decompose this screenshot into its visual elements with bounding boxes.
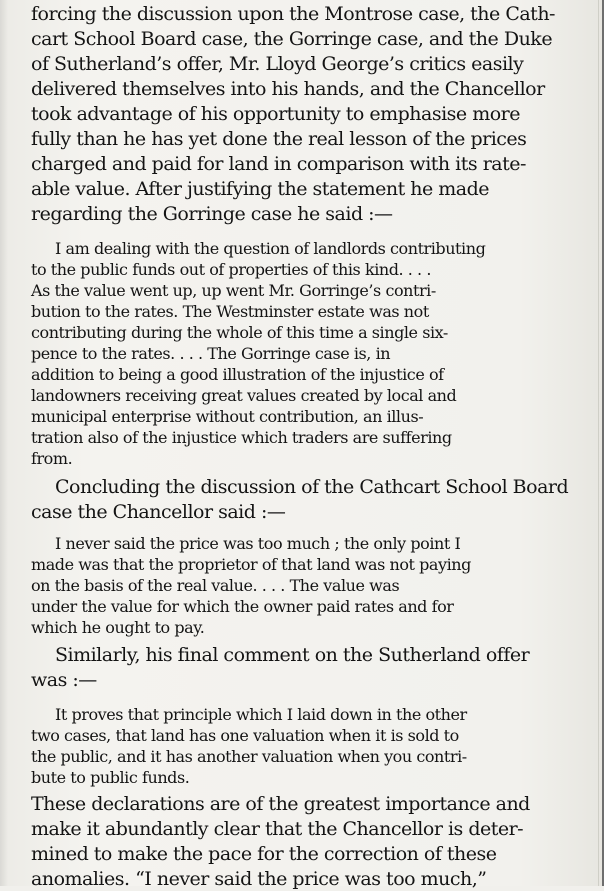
quote-line: pence to the rates. . . . The Gorringe case is, in bbox=[31, 344, 391, 363]
column-rule-shadow bbox=[598, 0, 599, 886]
quote-line: landowners receiving great values created by local and bbox=[31, 386, 457, 405]
text-line: was :— bbox=[31, 669, 97, 691]
text-line: cart School Board case, the Gorringe case, and the Duke bbox=[31, 28, 553, 50]
text-line: delivered themselves into his hands, and the Chancellor bbox=[31, 78, 545, 100]
text-column bbox=[31, 0, 589, 890]
text-line: mined to make the pace for the correction of these bbox=[31, 843, 497, 865]
quote-line: I am dealing with the question of landlords contributing bbox=[55, 239, 486, 258]
quote-line: which he ought to pay. bbox=[31, 618, 205, 637]
quote-line: on the basis of the real value. . . . The value was bbox=[31, 576, 400, 595]
text-line: These declarations are of the greatest importance and bbox=[31, 793, 530, 815]
text-line: Similarly, his final comment on the Sutherland offer bbox=[55, 644, 530, 666]
quote-line: from. bbox=[31, 449, 73, 468]
text-line: of Sutherland’s offer, Mr. Lloyd George’s critics easily bbox=[31, 53, 524, 75]
text-line: forcing the discussion upon the Montrose case, the Cath- bbox=[31, 3, 555, 25]
quote-line: addition to being a good illustration of the injustice of bbox=[31, 365, 444, 384]
text-line: make it abundantly clear that the Chancellor is deter- bbox=[31, 818, 524, 840]
quote-line: to the public funds out of properties of this kind. . . . bbox=[31, 260, 431, 279]
text-line: regarding the Gorringe case he said :— bbox=[31, 203, 393, 225]
quote-line: the public, and it has another valuation when you contri- bbox=[31, 747, 467, 766]
text-line: charged and paid for land in comparison with its rate- bbox=[31, 153, 526, 175]
text-line: took advantage of his opportunity to emphasise more bbox=[31, 103, 521, 125]
quote-line: contributing during the whole of this time a single six- bbox=[31, 323, 448, 342]
quote-line: municipal enterprise without contribution, an illus- bbox=[31, 407, 424, 426]
text-line: fully than he has yet done the real lesson of the prices bbox=[31, 128, 527, 150]
quote-line: I never said the price was too much ; the only point I bbox=[55, 534, 461, 553]
text-line: able value. After justifying the statement he made bbox=[31, 178, 490, 200]
quote-line: bute to public funds. bbox=[31, 768, 190, 787]
quote-line: As the value went up, up went Mr. Gorringe’s contri- bbox=[31, 281, 436, 300]
page-edge-shadow bbox=[0, 0, 8, 886]
quote-line: two cases, that land has one valuation when it is sold to bbox=[31, 726, 459, 745]
quote-line: It proves that principle which I laid down in the other bbox=[55, 705, 467, 724]
quote-line: tration also of the injustice which traders are suffering bbox=[31, 428, 452, 447]
quote-line: made was that the proprietor of that land was not paying bbox=[31, 555, 471, 574]
text-line: Concluding the discussion of the Cathcart School Board bbox=[55, 476, 569, 498]
quote-line: bution to the rates. The Westminster estate was not bbox=[31, 302, 429, 321]
text-line: anomalies. “I never said the price was too much,” bbox=[31, 868, 487, 890]
quote-line: under the value for which the owner paid rates and for bbox=[31, 597, 454, 616]
text-line: case the Chancellor said :— bbox=[31, 501, 286, 523]
